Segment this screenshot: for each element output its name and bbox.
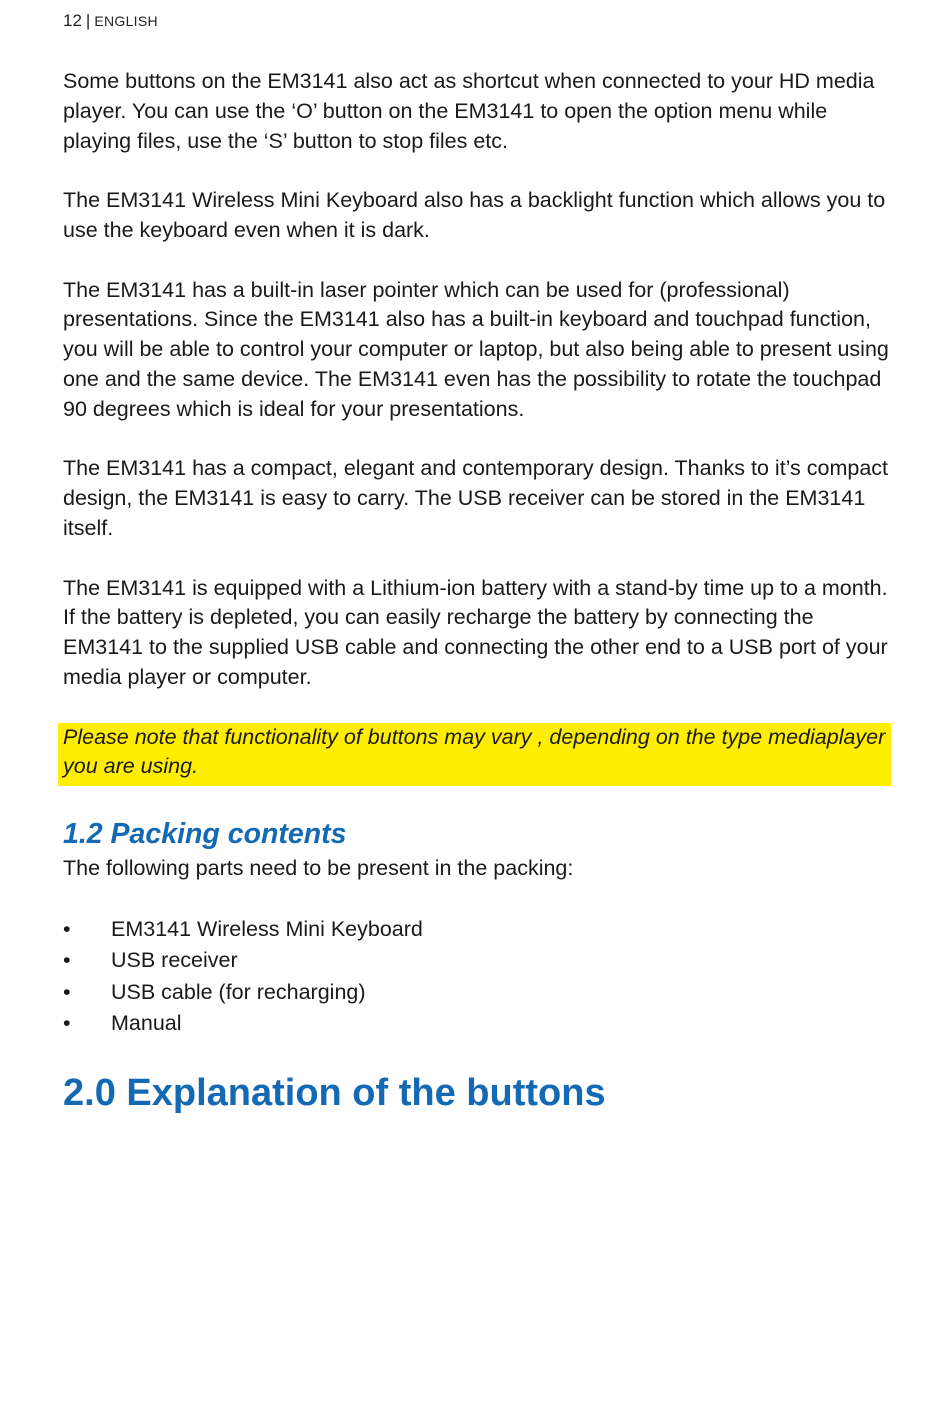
- bullet-icon: •: [63, 1011, 71, 1036]
- paragraph-gap: [63, 544, 893, 574]
- paragraph-shortcuts: Some buttons on the EM3141 also act as shortcut when connected to your HD media player. You can use the ‘O’ button on the EM3141 to open the option menu while playing files, use the ‘S’ button to stop files etc.: [63, 69, 875, 153]
- list-item: [63, 914, 893, 946]
- paragraph-design: The EM3141 has a compact, elegant and contemporary design. Thanks to it’s compact design, the EM3141 is easy to carry. The USB receiver can be stored in the EM3141 itself.: [63, 456, 889, 540]
- paragraph-gap: [63, 425, 893, 455]
- page-header: [63, 10, 158, 32]
- list-item-label: Manual: [111, 1011, 182, 1036]
- list-item-label: EM3141 Wireless Mini Keyboard: [111, 916, 423, 941]
- list-item: [63, 1008, 893, 1040]
- paragraph-gap: [63, 156, 893, 186]
- bullet-icon: •: [63, 948, 71, 973]
- list-item-label: USB receiver: [111, 948, 238, 973]
- page-content: [63, 67, 893, 1118]
- paragraph-laser-pointer: The EM3141 has a built-in laser pointer which can be used for (professional) presentations. Since the EM3141 also has a built-in keyboard and touchpad function, you will be able to control your computer or laptop, but also being able to present using one and the same device. The EM3141 even has the possibility to rotate the touchpad 90 degrees which is ideal for your presentations.: [63, 277, 889, 421]
- paragraph-battery: The EM3141 is equipped with a Lithium-ion battery with a stand-by time up to a month. If the battery is depleted, you can easily recharge the battery by connecting the EM3141 to the supplied USB cable and connecting the other end to a USB port of your media player or computer.: [63, 575, 888, 689]
- header-language: ENGLISH: [94, 13, 158, 29]
- list-item-label: USB cable (for recharging): [111, 979, 366, 1004]
- paragraph-gap: [63, 246, 893, 276]
- paragraph-gap: [63, 693, 893, 723]
- header-separator: |: [85, 11, 91, 30]
- list-item: [63, 945, 893, 977]
- bullet-icon: •: [63, 979, 71, 1004]
- paragraph-backlight: The EM3141 Wireless Mini Keyboard also has a backlight function which allows you to use the keyboard even when it is dark.: [63, 188, 886, 242]
- list-item: [63, 977, 893, 1009]
- buttons-explanation-heading: 2.0 Explanation of the buttons: [63, 1071, 606, 1114]
- page-number: 12: [63, 11, 82, 30]
- packing-contents-intro: The following parts need to be present in the packing:: [63, 856, 574, 881]
- bullet-icon: •: [63, 916, 71, 941]
- packing-contents-heading: 1.2 Packing contents: [63, 818, 347, 851]
- packing-list: [63, 914, 893, 1040]
- highlighted-note: Please note that functionality of buttons may vary , depending on the type mediaplayer you are using.: [58, 723, 891, 787]
